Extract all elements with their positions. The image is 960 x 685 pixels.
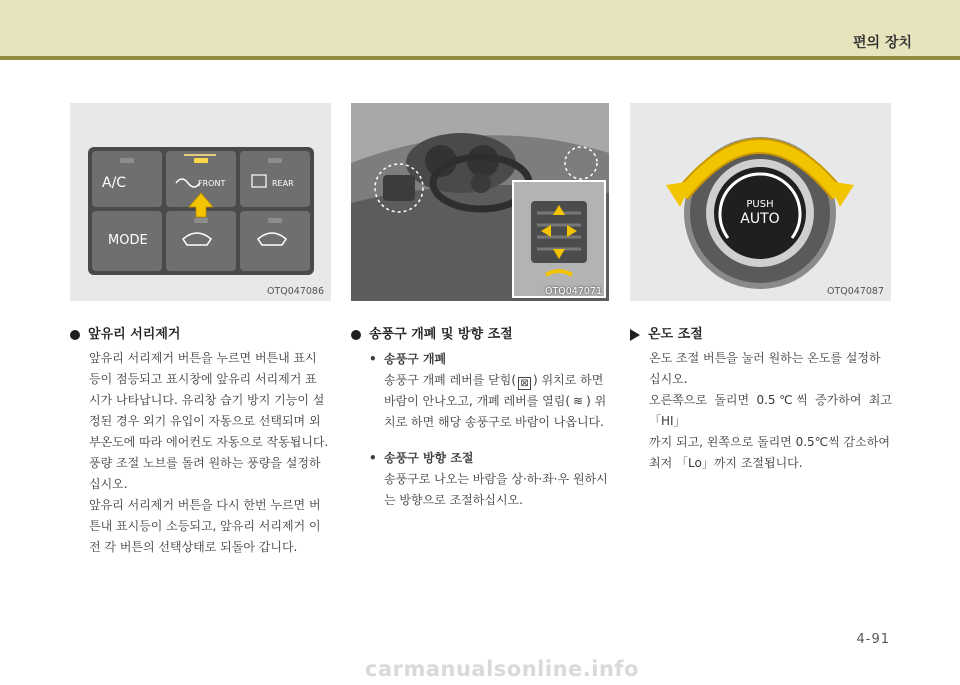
vent-title: 송풍구 개폐 및 방향 조절 xyxy=(369,327,513,342)
bullet-icon: • xyxy=(369,451,377,465)
vent-closed-icon: ⊠ xyxy=(518,377,531,390)
body-line: 부온도에 따라 에어컨도 자동으로 작동됩니다. xyxy=(89,435,329,449)
watermark: carmanualsonline.info xyxy=(365,657,639,681)
page-number: 4-91 xyxy=(856,632,890,647)
vent-open-close-heading xyxy=(351,349,613,370)
header-band xyxy=(0,0,960,56)
body-text: 송풍구 개폐 레버를 닫힘( xyxy=(384,373,517,387)
section-title: 편의 장치 xyxy=(853,35,912,51)
vent-heading xyxy=(351,324,613,346)
body-line: 오른쪽으로 돌리면 0.5℃씩 증가하여 최고 「HI」 xyxy=(649,393,892,428)
defrost-body xyxy=(70,348,333,558)
figure-defrost-buttons xyxy=(70,103,331,301)
vent-open-icon: ≋ xyxy=(573,394,584,408)
body-line: 십시오. xyxy=(89,477,128,491)
defrost-title: 앞유리 서리제거 xyxy=(88,327,181,342)
temp-body xyxy=(630,348,892,474)
dashboard-illustration xyxy=(351,103,609,301)
defrost-heading xyxy=(70,324,333,346)
body-line: 온도 조절 버튼을 눌러 원하는 온도를 설정하 xyxy=(649,351,881,365)
temp-heading xyxy=(630,324,892,346)
vent-direction-body xyxy=(351,469,613,511)
figure-code: OTQ047071 xyxy=(544,286,602,297)
vent-open-close xyxy=(351,349,613,433)
body-line: 치로 하면 해당 송풍구로 바람이 나옵니다. xyxy=(384,415,604,429)
body-line: 전 각 버튼의 선택상태로 되돌아 갑니다. xyxy=(89,540,298,554)
vent-direction xyxy=(351,448,613,511)
body-line: 등이 점등되고 표시창에 앞유리 서리제거 표 xyxy=(89,372,317,386)
mode-label: MODE xyxy=(108,233,148,248)
temperature-knob-illustration xyxy=(630,103,891,301)
figure-temperature-knob xyxy=(630,103,891,301)
body-line xyxy=(384,370,613,391)
temp-title: 온도 조절 xyxy=(648,327,703,342)
bullet-dot-icon xyxy=(70,330,80,340)
auto-label: AUTO xyxy=(740,211,780,227)
vent-direction-heading xyxy=(351,448,613,469)
bullet-dot-icon xyxy=(351,330,361,340)
body-text: ) 위치로 하면 xyxy=(533,373,604,387)
defrost-section xyxy=(70,324,333,558)
body-line: 앞유리 서리제거 버튼을 다시 한번 누르면 버 xyxy=(89,498,321,512)
figure-code: OTQ047087 xyxy=(826,286,884,297)
temp-section xyxy=(630,324,892,474)
defrost-panel-illustration xyxy=(70,103,331,301)
body-line: 정된 경우 외기 유입이 자동으로 선택되며 외 xyxy=(89,414,321,428)
bullet-icon: • xyxy=(369,352,377,366)
vent-open-close-body xyxy=(351,370,613,433)
body-line: 십시오. xyxy=(649,372,688,386)
vent-open-close-title: 송풍구 개폐 xyxy=(384,352,447,366)
body-line: 튼내 표시등이 소등되고, 앞유리 서리제거 이 xyxy=(89,519,321,533)
vent-section xyxy=(351,324,613,511)
body-line: 송풍구로 나오는 바람을 상·하·좌·우 원하시 xyxy=(384,472,608,486)
front-label: FRONT xyxy=(198,179,226,188)
body-line: 앞유리 서리제거 버튼을 누르면 버튼내 표시 xyxy=(89,351,317,365)
vent-direction-title: 송풍구 방향 조절 xyxy=(384,451,474,465)
ac-label: A/C xyxy=(102,175,127,191)
push-label: PUSH xyxy=(746,199,774,210)
body-text: 바람이 안나오고, 개폐 레버를 열림( xyxy=(384,394,571,408)
body-line: 는 방향으로 조절하십시오. xyxy=(384,493,523,507)
rear-label: REAR xyxy=(272,179,294,188)
body-line: 시가 나타납니다. 유리창 습기 방지 기능이 설 xyxy=(89,393,325,407)
body-text: ) 위 xyxy=(586,394,607,408)
body-line: 까지 되고, 왼쪽으로 돌리면 0.5℃씩 감소하여 xyxy=(649,435,890,449)
body-line: 최저 「Lo」까지 조절됩니다. xyxy=(649,456,803,470)
figure-code: OTQ047086 xyxy=(266,286,324,297)
header-rule xyxy=(0,56,960,60)
figure-dashboard-vents xyxy=(351,103,609,301)
body-line: 풍량 조절 노브를 돌려 원하는 풍량을 설정하 xyxy=(89,456,321,470)
triangle-bullet-icon xyxy=(630,329,640,341)
body-line xyxy=(384,391,613,412)
